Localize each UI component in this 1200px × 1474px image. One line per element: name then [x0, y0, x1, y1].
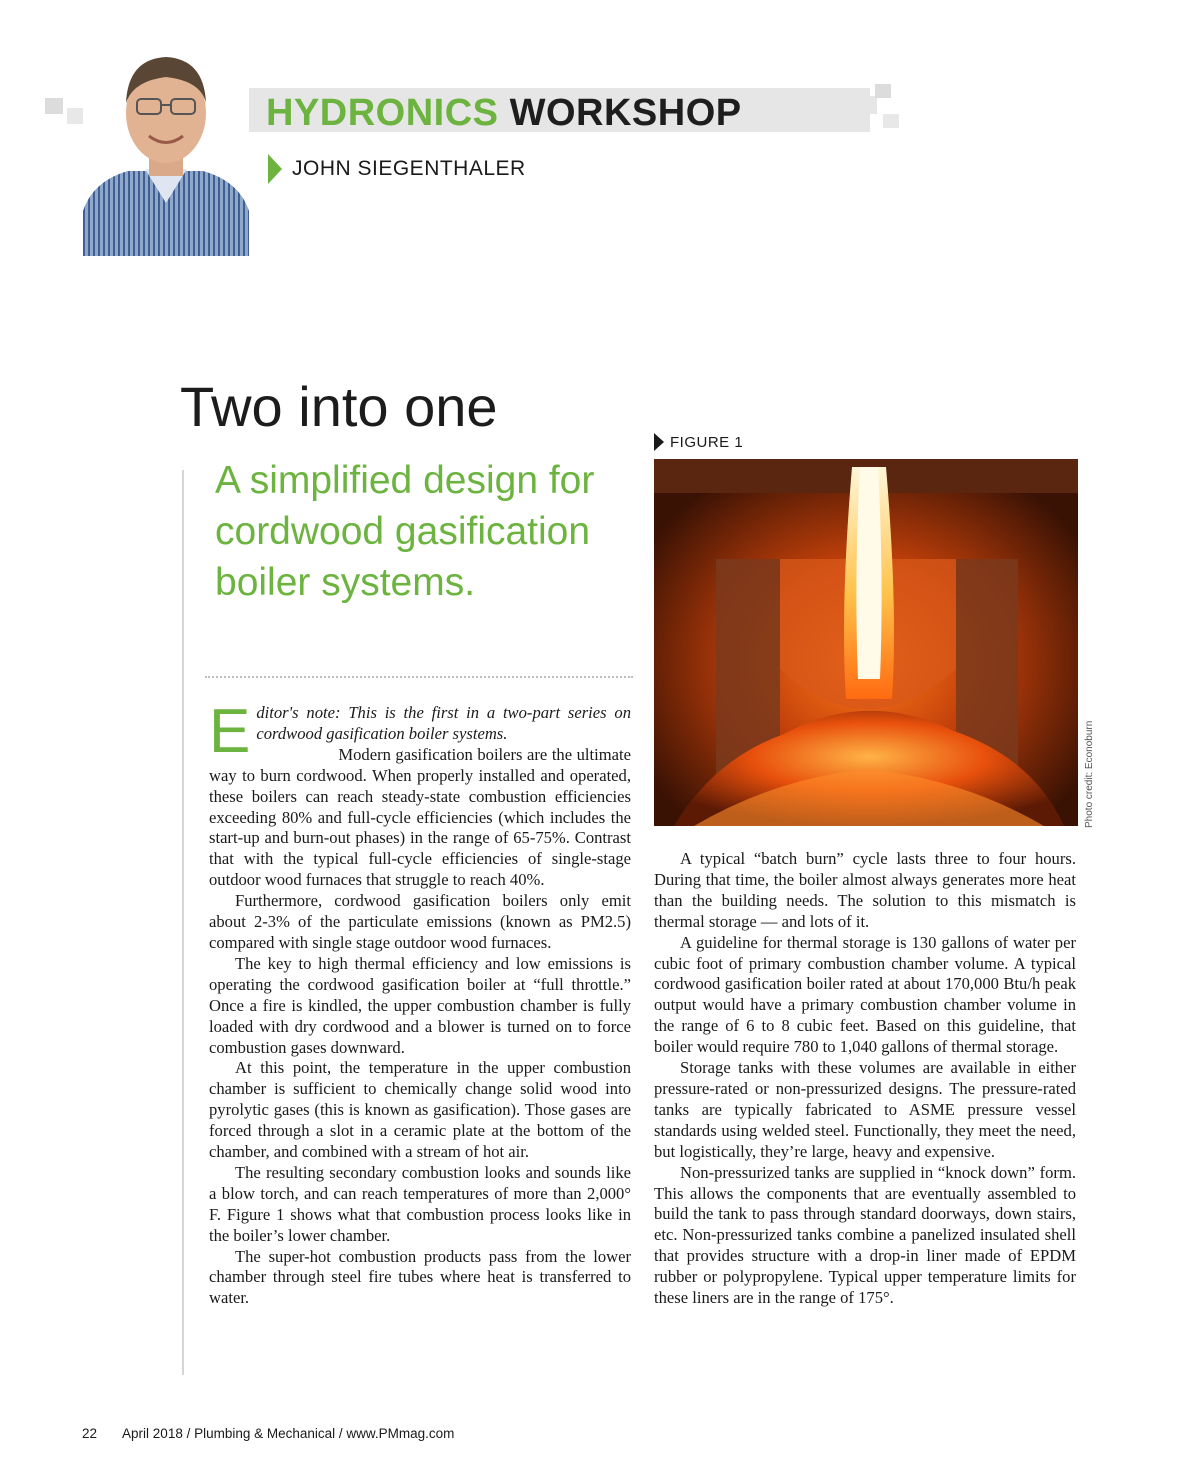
editors-note: ditor's note: This is the first in a two-part series on cordwood gasification boiler systems.: [256, 703, 631, 743]
body-paragraph: The key to high thermal efficiency and low emissions is operating the cordwood gasification boiler at “full throttle.” Once a fire is kindled, the upper combustion chamber is fully loaded with dry cordwood and a blower is turned on to force combustion gases downward.: [209, 953, 631, 1057]
body-paragraph: The super-hot combustion products pass from the lower chamber through steel fire tubes where heat is transferred to water.: [209, 1246, 631, 1308]
figure-photo: [654, 459, 1078, 826]
drop-cap: E: [209, 703, 251, 766]
figure-label: [654, 432, 743, 452]
author-photo: [83, 41, 249, 256]
body-paragraph: Furthermore, cordwood gasification boilers only emit about 2-3% of the particulate emissions (known as PM2.5) compared with single stage outdoor wood furnaces.: [209, 891, 631, 952]
article-title: Two into one: [180, 375, 498, 438]
deck-rule: [182, 470, 184, 1375]
page-footer: [82, 1426, 454, 1441]
body-paragraph: A typical “batch burn” cycle lasts three to four hours. During that time, the boiler almost always generates more heat than the building needs. The solution to this mismatch is thermal storage — and lots of it.: [654, 849, 1076, 931]
byline: [268, 154, 526, 184]
body-paragraph: At this point, the temperature in the upper combustion chamber is sufficient to chemically change solid wood into pyrolytic gases (this is known as gasification). Those gases are forced through a slot in a ceramic plate at the bottom of the chamber, and combined with a stream of hot air.: [209, 1058, 631, 1162]
body-paragraph: A guideline for thermal storage is 130 gallons of water per cubic foot of primary combustion chamber volume. A typical cordwood gasification boiler rated at about 170,000 Btu/h peak output would have a primary combustion chamber volume in the range of 6 to 8 cubic feet. Based on this guideline, that boiler would require 780 to 1,040 gallons of thermal storage.: [654, 932, 1076, 1057]
body-column-right: [654, 849, 1076, 1309]
body-paragraph: Non-pressurized tanks are supplied in “knock down” form. This allows the components that are eventually assembled to build the tank to pass through standard doorways, down stairs, etc. Non-pressurized tanks combine a panelized insulated shell that provides structure with a drop-in liner made of EPDM rubber or polypropylene. Typical upper temperature limits for these liners are in the range of 175°.: [654, 1162, 1076, 1308]
column-title: [266, 92, 742, 135]
body-paragraph: The resulting secondary combustion looks and sounds like a blow torch, and can reach temperatures of more than 2,000° F. Figure 1 shows what that combustion process looks like in the boiler’s lower chamber.: [209, 1162, 631, 1245]
author-name: JOHN SIEGENTHALER: [292, 157, 526, 180]
arrow-icon: [654, 433, 664, 451]
article-deck: A simplified design for cordwood gasification boiler systems.: [215, 459, 595, 604]
column-title-green: HYDRONICS: [266, 92, 499, 134]
body-paragraph: Storage tanks with these volumes are available in either pressure-rated or non-pressurized designs. The pressure-rated tanks are typically fabricated to ASME pressure vessel standards using welded steel. Functionally, they meet the need, but logistically, they’re large, heavy and expensive.: [654, 1058, 1076, 1161]
body-column-left: [209, 703, 631, 1309]
figure-label-text: FIGURE 1: [670, 433, 744, 451]
arrow-icon: [268, 154, 282, 184]
editors-note-block: [209, 703, 631, 891]
dotted-divider: [205, 676, 633, 678]
footer-issue: April 2018 / Plumbing & Mechanical / www.PMmag.com: [122, 1426, 455, 1441]
page-number: 22: [82, 1426, 98, 1441]
body-paragraph: Modern gasification boilers are the ultimate way to burn cordwood. When properly installed and operated, these boilers can reach steady-state combustion efficiencies exceeding 80% and full-cycle efficiencies (which includes the start-up and burn-out phases) in the range of 65-75%. Contrast that with the typical full-cycle efficiencies of single-stage outdoor wood furnaces that struggle to reach 40%.: [209, 744, 631, 890]
photo-credit: Photo credit: Econoburn: [1084, 720, 1095, 828]
column-title-dark: WORKSHOP: [509, 92, 742, 134]
